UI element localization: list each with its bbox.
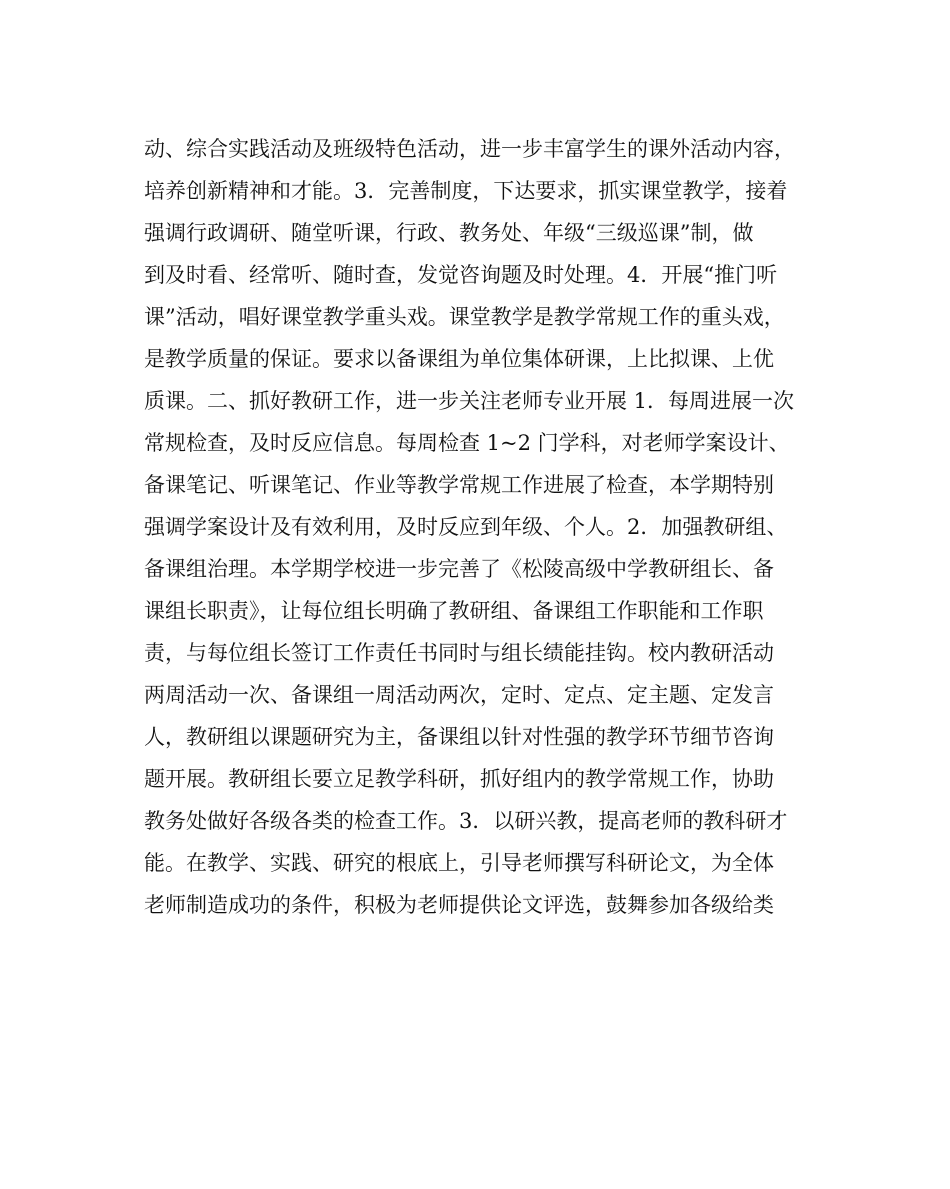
text-line: 动、综合实践活动及班级特色活动，进一步丰富学生的课外活动内容， xyxy=(144,137,795,161)
text-line: 培养创新精神和才能。3．完善制度，下达要求，抓实课堂教学，接着 xyxy=(144,179,788,203)
text-line: 责，与每位组长签订工作责任书同时与组长绩能挂钩。校内教研活动 xyxy=(144,641,774,665)
text-line: 强调行政调研、随堂听课，行政、教务处、年级“三级巡课”制，做 xyxy=(144,221,754,245)
text-line: 备课组治理。本学期学校进一步完善了《松陵高级中学教研组长、备 xyxy=(144,557,774,581)
text-line: 是教学质量的保证。要求以备课组为单位集体研课，上比拟课、上优 xyxy=(144,347,774,371)
body-text xyxy=(144,128,824,926)
text-line: 人，教研组以课题研究为主，备课组以针对性强的教学环节细节咨询 xyxy=(144,725,774,749)
text-line: 常规检查，及时反应信息。每周检查 1~2 门学科，对老师学案设计、 xyxy=(144,431,790,455)
text-line: 教务处做好各级各类的检查工作。3．以研兴教，提高老师的教科研才 xyxy=(144,809,788,833)
text-line: 到及时看、经常听、随时查，发觉咨询题及时处理。4．开展“推门听 xyxy=(144,263,778,287)
text-line: 老师制造成功的条件，积极为老师提供论文评选，鼓舞参加各级给类 xyxy=(144,893,774,917)
text-line: 能。在教学、实践、研究的根底上，引导老师撰写科研论文，为全体 xyxy=(144,851,774,875)
text-line: 课”活动，唱好课堂教学重头戏。课堂教学是教学常规工作的重头戏， xyxy=(144,305,785,329)
text-line: 备课笔记、听课笔记、作业等教学常规工作进展了检查，本学期特别 xyxy=(144,473,774,497)
text-line: 两周活动一次、备课组一周活动两次，定时、定点、定主题、定发言 xyxy=(144,683,774,707)
text-line: 质课。二、抓好教研工作，进一步关注老师专业开展 1．每周进展一次 xyxy=(144,389,795,413)
text-line: 课组长职责》，让每位组长明确了教研组、备课组工作职能和工作职 xyxy=(144,599,764,623)
text-line: 强调学案设计及有效利用，及时反应到年级、个人。2．加强教研组、 xyxy=(144,515,788,539)
text-line: 题开展。教研组长要立足教学科研，抓好组内的教学常规工作，协助 xyxy=(144,767,774,791)
